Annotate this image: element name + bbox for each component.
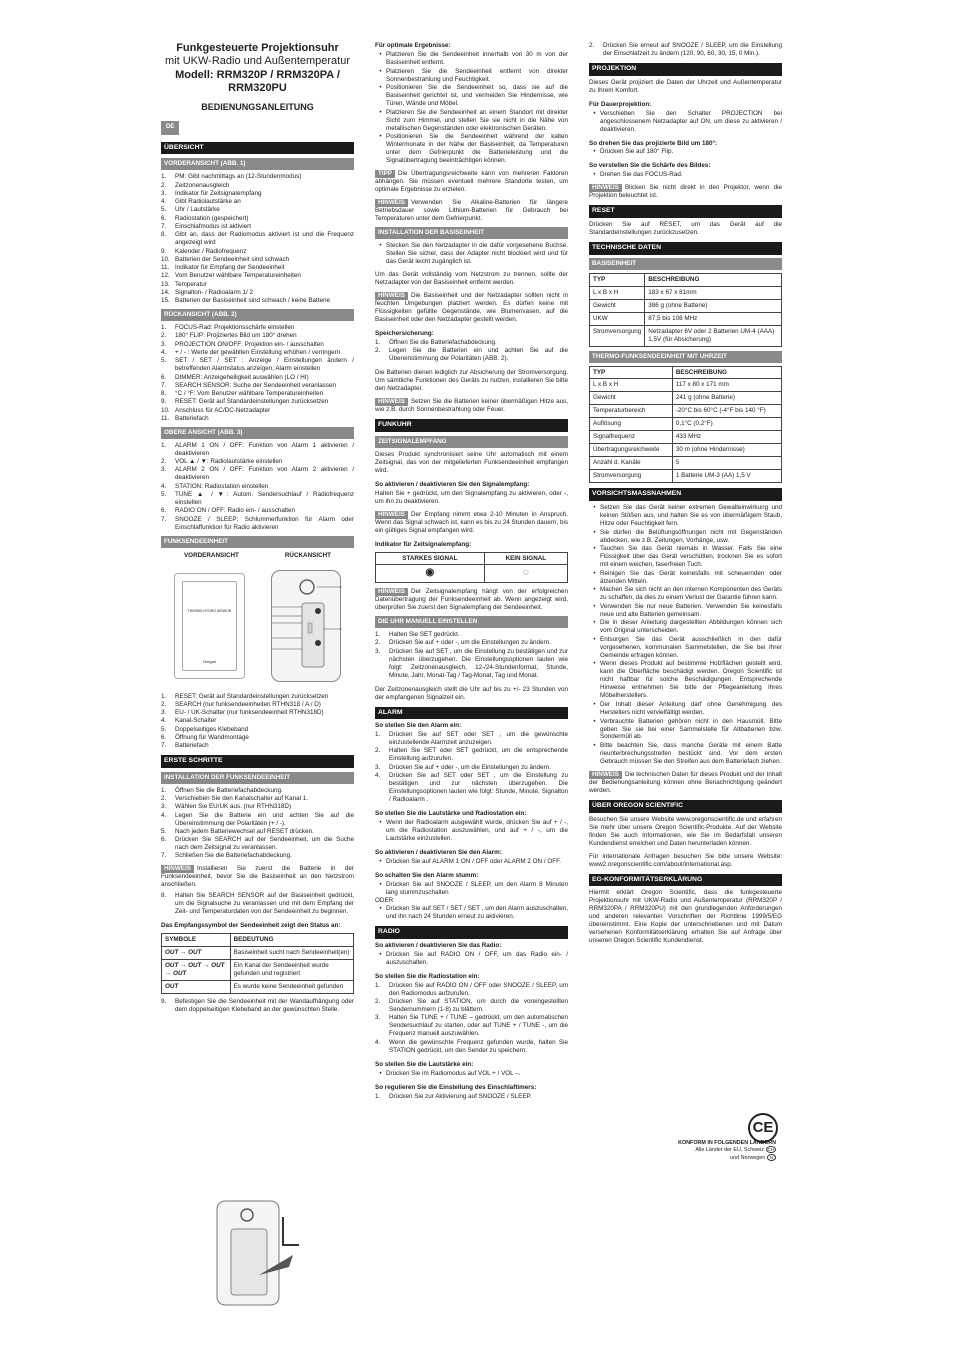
ce-mark-icon: CE <box>748 1113 778 1143</box>
note-box <box>375 199 568 223</box>
note-text: Blicken Sie nicht direkt in den Projektor, wenn die Projektion beleuchtet ist. <box>589 184 782 200</box>
memory-list <box>375 339 568 363</box>
subsection-heading: ZEITSIGNALEMPFANG <box>375 436 568 448</box>
memory-heading: Speichersicherung: <box>375 329 434 337</box>
radio-list <box>375 951 568 967</box>
paragraph: Um das Gerät vollständig vom Netzstrom zu trennen, sollte der Netzadapter von der Basiseinheit entfernt werden. <box>375 270 568 286</box>
note-box <box>589 771 782 795</box>
section-heading: ÜBER OREGON SCIENTIFIC <box>589 800 782 813</box>
list-item: • Setzen Sie das Gerät keiner extremen Gewalteinwirkung und keinen Stößen aus, und halten Sie es von übermäßigem Staub, Hitze oder Feuchtigkeit fern. <box>589 504 782 528</box>
list-item: 5. TUNE ▲ / ▼: Autom. Sendersuchlauf / Radiofrequenz einstellen <box>161 491 354 506</box>
ch-badge-icon: CH <box>767 1147 774 1153</box>
tip-text: Die Übertragungsreichweite kann von mehreren Faktoren abhängen. Sie müssen eventuell mehrere Standorte testen, um optimale Ergebnisse zu erzielen. <box>375 170 568 194</box>
list-item: • Platzieren Sie die Sendeeinheit an einem Standort mit direkter Sicht zum Himmel, und stellen Sie sie nicht in die Nähe von metallischen Gegenständen oder elektronischen Geräten. <box>375 109 568 133</box>
list-item: 11. Indikator für Empfang der Sendeeinheit <box>161 264 285 272</box>
list-item: • Verschieben Sie den Schalter PROJECTION bei angeschlossenem Netzadapter auf ON, um diese zu aktivieren / deaktivieren. <box>600 109 782 133</box>
list-item: 6. RADIO ON / OFF: Radio ein- / ausschalten <box>161 507 296 515</box>
table-cell: Temperaturbereich <box>590 405 673 418</box>
list-item: 7. Batteriefach <box>161 742 209 750</box>
table-cell: 117 x 80 x 171 mm <box>672 379 781 392</box>
list-item: 5. SET / SET / SET : Anzeige / Einstellungen ändern / betreffenden Alarmstatus anzeigen; Alarm einstellen <box>161 357 354 373</box>
list-item: • Tauchen Sie das Gerät niemals in Wasser. Falls Sie eine Flüssigkeit über das Gerät verschütten, trocknen Sie es sofort mit einem weichen, faserfreien Tuch. <box>589 545 782 569</box>
table-row <box>590 431 782 444</box>
note-text: Installieren Sie zuerst die Batterie in der Funksendeeinheit, bevor Sie die Basiseinheit an den Netzstrom anschließen. <box>161 865 354 889</box>
list-item: • Drücken Sie auf 180° Flip. <box>600 148 674 156</box>
list-item: 2. Legen Sie die Batterien ein und achten Sie auf die Übereinstimmung der Polaritäten (ABB. 2). <box>375 347 568 363</box>
table-cell: 5 <box>672 457 781 470</box>
list-item: 1. Öffnen Sie die Batteriefachabdeckung. <box>375 338 497 346</box>
list-item: 9. Kalender / Radiofrequenz <box>161 247 247 255</box>
table-cell: Stromversorgung <box>590 325 645 346</box>
radio-volume-list <box>375 1070 568 1078</box>
table-row <box>590 299 782 312</box>
paragraph: Der Zeitzonenausgleich stellt die Uhr auf bis zu +/- 23 Stunden von der empfangenen Signalzeit ein. <box>375 685 568 701</box>
list-item: 3. Drücken Sie auf SET , um die Einstellung zu bestätigen und zur nächsten überzugehen. Die Einstellungsoptionen lauten wie folgt: Zeitzonenausgleich, 12-/24-Stundenformat, Stunde, Minute, Jahr, Monat-Tag / Tag-Monat, Tag und Monat. <box>375 647 568 679</box>
conformity-line: Alle Länder der EU, Schweiz <box>695 1147 764 1154</box>
list-item: 5. Uhr / Lautstärke <box>161 206 220 214</box>
sender-figures <box>161 564 354 689</box>
list-item: • Drehen Sie das FOCUS-Rad. <box>600 171 683 179</box>
section-heading: PROJEKTION <box>589 63 782 76</box>
list-item: 4. + / - : Werte der gewählten Einstellung erhöhen / verringern <box>161 349 341 356</box>
table-row <box>590 457 782 470</box>
status-heading: Das Empfangssymbol der Sendeeinheit zeigt den Status an: <box>161 922 341 930</box>
rotate-heading: So drehen Sie das projizierte Bild um 180°: <box>589 139 718 147</box>
table-row <box>590 470 782 483</box>
rotate-list <box>589 148 782 156</box>
table-header: TYP <box>590 366 673 379</box>
back-view-list <box>161 324 354 423</box>
symbol-cell: OUT <box>162 981 231 994</box>
table-cell: 87,5 bis 108 MHz <box>645 312 782 325</box>
list-item: 3. ALARM 2 ON / OFF: Funktion von Alarm 2 aktivieren / deaktivieren <box>161 466 354 482</box>
table-header: TYP <box>590 273 645 286</box>
activate-heading: So aktivieren / deaktivieren Sie den Alarm: <box>375 848 502 856</box>
install-list <box>161 787 354 861</box>
list-item: 14. Signalton- / Radioalarm 1/ 2 <box>161 288 254 296</box>
wall-mount-illustration <box>213 1197 303 1309</box>
mute-list <box>375 881 568 897</box>
paragraph: Besuchen Sie unsere Website www.oregonscientific.de und erfahren Sie mehr über unsere Oregon Scientific-Produkte. Auf der Website finden Sie auch Informationen, wie Sie im Bedarfsfall unseren Kundendienst erreichen und Daten herunterladen können. <box>589 815 782 847</box>
table-cell: 241 g (ohne Batterie) <box>672 392 781 405</box>
list-item: 1. Öffnen Sie die Batteriefachabdeckung. <box>161 786 283 794</box>
list-item: • Drücken Sie auf ALARM 1 ON / OFF oder ALARM 2 ON / OFF. <box>386 857 561 865</box>
list-item: • Drücken Sie auf SET / SET / SET , um den Alarm auszuschalten, und ihn nach 24 Stunden erneut zu aktivieren. <box>386 905 568 921</box>
list-item: • Verwenden Sie nur neue Batterien. Verwenden Sie keinesfalls neue und alte Batterien gemeinsam. <box>589 603 782 619</box>
note-text: Setzen Sie die Batterien keiner übermäßigen Hitze aus, wie z.B. durch Sonnenbestrahlung oder Feuer. <box>375 398 568 414</box>
mute-heading: So schalten Sie den Alarm stumm: <box>375 871 479 879</box>
subsection-heading: VORDERANSICHT (ABB. 1) <box>161 158 354 170</box>
conformity-heading: KONFORM IN FOLGENDEN LÄNDERN <box>678 1140 776 1146</box>
list-item: 2. Halten Sie SET oder SET gedrückt, um die entsprechende Einstellung aufzurufen. <box>375 747 568 763</box>
list-item: 2. Drücken Sie auf + oder -, um die Einstellungen zu ändern. <box>375 639 551 647</box>
note-box <box>375 588 568 612</box>
alarm-list <box>375 731 568 804</box>
list-item: 4. STATION: Radiostation einstellen <box>161 482 269 490</box>
table-cell: 30 m (ohne Hindernisse) <box>672 444 781 457</box>
list-item: 11. Batteriefach <box>161 414 209 422</box>
note-badge: HINWEIS <box>375 292 408 300</box>
note-badge: HINWEIS <box>375 398 408 406</box>
subsection-heading: OBERE ANSICHT (ABB. 3) <box>161 427 354 439</box>
mute-list-2 <box>375 905 568 921</box>
doc-subtitle: BEDIENUNGSANLEITUNG <box>201 101 314 112</box>
section-heading: ERSTE SCHRITTE <box>161 755 354 768</box>
list-item: 1. Drücken Sie auf RADIO ON / OFF oder SNOOZE / SLEEP, um den Radiomodus aufzurufen. <box>375 981 568 997</box>
list-item: 2. 180° FLIP: Projiziertes Bild um 180° drehen <box>161 332 297 340</box>
radio-heading: So aktivieren / deaktivieren Sie das Radio: <box>375 941 502 949</box>
symbol-cell: OUT → OUT <box>162 947 231 960</box>
table-cell: L x B x H <box>590 379 673 392</box>
list-item: • Der Inhalt dieser Anleitung darf ohne Genehmigung des Herstellers nicht vervielfältigt werden. <box>589 701 782 717</box>
list-item: 12. Vom Benutzer wählbare Temperatureinheiten <box>161 272 301 280</box>
list-item: 6. Radiostation (gespeichert) <box>161 214 249 222</box>
table-row <box>590 325 782 346</box>
list-item: • Machen Sie sich nicht an den internen Komponenten des Geräts zu schaffen, da dies zu einem Verlust der Garantie führen kann. <box>589 586 782 602</box>
step-8: Halten Sie SEARCH SENSOR auf der Basiseinheit gedrückt, um die Signalsuche zu veranlassen und mit dem Empfang der Zeit- und Temperaturdaten von der Sendeeinheit zu beginnen. <box>175 892 354 916</box>
activate-list <box>375 858 568 866</box>
table-cell: L x B x H <box>590 286 645 299</box>
table-header: BESCHREIBUNG <box>645 273 782 286</box>
section-heading: ALARM <box>375 707 568 720</box>
front-view-list <box>161 173 354 305</box>
list-item: 2. Drücken Sie auf STATION, um durch die voreingestellten Sendernummern (1-8) zu blättern. <box>375 998 568 1014</box>
note-badge: HINWEIS <box>589 771 622 779</box>
list-item: 8. Gibt an, dass der Radiomodus aktiviert ist und die Frequenz angezeigt wird <box>161 231 354 247</box>
sender-figure-labels <box>161 552 354 560</box>
sender-list <box>161 693 354 751</box>
list-item: 7. SEARCH SENSOR: Suche der Sendeeinheit veranlassen <box>161 381 337 389</box>
device-label: THERMO-HYGRO SENSOR <box>187 609 232 613</box>
strong-signal-icon: ◉ <box>425 567 435 579</box>
symbol-table <box>161 933 354 994</box>
section-heading: VORSICHTSMASSNAHMEN <box>589 488 782 501</box>
table-cell: 0,1°C (0,2°F) <box>672 418 781 431</box>
table-header: BEDEUTUNG <box>230 934 353 947</box>
tip-box <box>375 170 568 194</box>
list-item: 4. Wenn die gewünschte Frequenz gefunden wurde, halten Sie STATION gedrückt, um den Sender zu speichern. <box>375 1038 568 1054</box>
table-row <box>590 286 782 299</box>
table-row <box>590 405 782 418</box>
sender-back-illustration <box>271 570 341 682</box>
signal-table <box>375 552 568 584</box>
section-heading: RADIO <box>375 926 568 939</box>
list-item: 15. Batterien der Basiseinheit sind schwach / keine Batterie <box>161 297 331 305</box>
list-item: 4. Kanal-Schalter <box>161 717 217 725</box>
paragraph: Drücken Sie auf RESET, um das Gerät auf die Standardeinstellungen zurückzusetzen. <box>589 221 782 237</box>
focus-list <box>589 171 782 179</box>
station-heading: So stellen Sie die Radiostation ein: <box>375 972 480 980</box>
title-line-3: Modell: RRM320P / RRM320PA / <box>175 68 340 81</box>
list-item: Drücken Sie erneut auf SNOOZE / SLEEP, um die Einstellung der Einschlafzeit zu ändern (120, 90, 60, 30, 15, 0 Min.). <box>603 42 782 57</box>
list-item: 8. °C / °F: Vom Benutzer wählbare Temperatureinheiten <box>161 390 324 398</box>
note-box <box>375 511 568 535</box>
projection-heading: Für Dauerprojektion: <box>589 100 652 108</box>
list-item: • Platzieren Sie die Sendeeinheit entfernt von direkter Sonnenbestrahlung und Feuchtigkeit. <box>375 68 568 84</box>
radio-volume-heading: So stellen Sie die Lautstärke ein: <box>375 1060 474 1068</box>
title-line-2: mit UKW-Radio und Außentemperatur <box>164 55 351 68</box>
conformity-block <box>620 1140 776 1162</box>
note-text: Der Zeitsignalempfang hängt von der erfolgreichen Datenübertragung der Funksendeeinheit ab. Wenn angezeigt wird, überprüfen Sie zuerst den Signalempfang der Sendeeinheit. <box>375 588 568 612</box>
list-item: • Positionieren Sie die Sendeeinheit so, dass sie auf die Basiseinheit gerichtet ist, und vermeiden Sie Hindernisse, wie Türen, Wände und Möbel. <box>375 84 568 108</box>
list-item: 1. FOCUS-Rad: Projektionsschärfe einstellen <box>161 324 295 332</box>
list-item: 2. Verschieben Sie den Kanalschalter auf Kanal 1. <box>161 795 309 803</box>
list-item: • Drücken Sie auf SNOOZE / SLEEP, um den Alarm 8 Minuten lang stummzuschalten <box>386 880 568 896</box>
paragraph: Halten Sie + gedrückt, um den Signalempfang zu aktivieren, oder -, um ihn zu deaktivieren. <box>375 489 568 505</box>
tip-badge: TIPP <box>375 170 395 178</box>
list-item: • Positionieren Sie die Sendeeinheit während der kalten Wintermonate in der Nähe der Basiseinheit, da Temperaturen unter dem Gefrierpunkt die Batterieleistung und die Signalübertragung beeinträchtigen können. <box>375 133 568 165</box>
table-cell: Gewicht <box>590 299 645 312</box>
table-cell: 1 Batterie UM-3 (AA) 1,5 V <box>672 470 781 483</box>
optimal-list <box>375 51 568 165</box>
paragraph: Die Batterien dienen lediglich zur Absicherung der Stromversorgung. Um sämtliche Funktionen des Geräts zu nutzen, installieren Sie bitte den Netzadapter. <box>375 369 568 393</box>
list-item: 1. Drücken Sie auf SET oder SET , um die gewünschte einzustellende Alarmzeit anzuzeigen. <box>375 731 568 747</box>
list-item: 2. VOL ▲ / ▼: Radiolautstärke einstellen <box>161 458 283 466</box>
device-brand: Oregon <box>202 658 217 664</box>
step-8-list: 8. Halten Sie SEARCH SENSOR auf der Basiseinheit gedrückt, um die Signalsuche zu veranlassen und mit dem Empfang der Zeit- und Temperaturdaten von der Sendeeinheit zu beginnen. <box>161 892 354 916</box>
note-text: Die technischen Daten für dieses Produkt und der Inhalt der Bedienungsanleitung können ohne Benachrichtigung geändert werden. <box>589 771 782 794</box>
list-item: 10. Batterien der Sendeeinheit sind schwach <box>161 255 290 263</box>
figure-label-front: VORDERANSICHT <box>183 551 239 559</box>
list-item: 5. Nach jedem Batteriewechsel auf RESET drücken. <box>161 827 314 835</box>
list-item: 3. Halten Sie TUNE + / TUNE – gedrückt, um den automatischen Sendersuchlauf zu starten, oder auf TUNE + / TUNE -, um die Frequenz manuell auszuwählen. <box>375 1014 568 1038</box>
list-item: 13. Temperatur <box>161 280 207 288</box>
list-item: • Wenn der Radioalarm ausgewählt wurde, drücken Sie auf + / -, um die Radiostation auszuwählen, und auf + / -, um die Lautstärke einzustellen. <box>386 818 568 842</box>
list-item: 3. Drücken Sie auf + oder -, um die Einstellungen zu ändern. <box>375 763 551 771</box>
table-cell: Stromversorgung <box>590 470 673 483</box>
list-item: 6. Öffnung für Wandmontage <box>161 733 249 741</box>
table-row <box>590 392 782 405</box>
step-9-list: 9. Befestigen Sie die Sendeeinheit mit der Wandaufhängung oder dem doppelseitigen Klebeband an der gewünschten Stelle. <box>161 998 354 1014</box>
table-cell: UKW <box>590 312 645 325</box>
list-item: 10. Anschluss für AC/DC-Netzadapter <box>161 406 271 414</box>
list-item: 2. SEARCH (nur funksendeeinheiten RTHN318 / A / D) <box>161 700 321 708</box>
section-heading: ÜBERSICHT <box>161 142 354 155</box>
step-9: Befestigen Sie die Sendeeinheit mit der Wandaufhängung oder dem doppelseitigen Klebeband an der gewünschten Stelle. <box>175 998 354 1014</box>
table-header: KEIN SIGNAL <box>484 552 567 565</box>
table-cell: Gewicht <box>590 392 673 405</box>
thermo-unit-table <box>589 366 782 484</box>
table-cell: Anzahl d. Kanäle <box>590 457 673 470</box>
column-2 <box>375 42 568 1101</box>
table-cell: 433 MHz <box>672 431 781 444</box>
note-badge: HINWEIS <box>375 199 408 207</box>
subsection-heading: INSTALLATION DER FUNKSENDEEINHEIT <box>161 772 354 784</box>
list-item: • Drücken Sie im Radiomodus auf VOL + / VOL –. <box>386 1069 521 1077</box>
volume-heading: So stellen Sie die Lautstärke und Radiostation ein: <box>375 809 527 817</box>
signal-heading: So aktivieren / deaktivieren Sie den Signalempfang: <box>375 480 530 488</box>
table-cell: Auflösung <box>590 418 673 431</box>
list-item: 6. DIMMER: Anzeigehelligkeit auswählen (LO / HI) <box>161 373 309 381</box>
sender-front-illustration <box>174 573 245 679</box>
list-item: 3. Wählen Sie EU/UK aus. (nur RTHN318D) <box>161 803 292 811</box>
list-item: 7. SNOOZE / SLEEP: Schlummerfunktion für Alarm oder Einschlaffunktion für Radio aktivieren <box>161 515 354 531</box>
table-cell: 183 x 67 x 81mm <box>645 286 782 299</box>
list-item: 1. PM: Gibt nachmittags an (12-Stundenmodus) <box>161 173 302 181</box>
list-item: 1. RESET: Gerät auf Standardeinstellungen zurücksetzen <box>161 692 329 700</box>
note-box <box>589 184 782 200</box>
list-item: 3. PROJECTION ON/OFF: Projektion ein- / ausschalten <box>161 340 324 348</box>
list-item: • Reinigen Sie das Gerät keinesfalls mit scheuernden oder ätzenden Mitteln. <box>589 570 782 586</box>
note-box <box>375 292 568 324</box>
list-item: 4. Drücken Sie auf SET oder SET , um die Einstellung zu bestätigen und zur nächsten überzugehen. Die Einstellungsoptionen lauten wie folgt: Stunde, Minute, Signalton / Radioalarm . <box>375 772 568 803</box>
list-item: 7. Einschlafmodus ist aktiviert <box>161 222 251 230</box>
base-unit-table <box>589 273 782 347</box>
list-item: 1. ALARM 1 ON / OFF: Funktion von Alarm 1 aktivieren / deaktivieren <box>161 441 354 457</box>
symbol-cell: OUT → OUT → OUT → OUT <box>162 960 231 981</box>
note-box <box>375 398 568 414</box>
note-text: Die Basiseinheit und der Netzadapter sollten nicht in feuchten Umgebungen platziert werden. Es dürfen keine mit Flüssigkeiten gefüllte Gegenstände, wie Blumenvasen, auf die Basiseinheit oder den Netzadapter gestellt werden. <box>375 291 568 323</box>
top-view-list <box>161 442 354 532</box>
or-text: ODER <box>375 897 394 905</box>
note-badge: HINWEIS <box>589 184 622 192</box>
list-item: 3. Indikator für Zeitsignalempfang <box>161 189 262 197</box>
list-item: • Platzieren Sie die Sendeeinheit innerhalb von 30 m von der Basiseinheit entfernt. <box>375 51 568 67</box>
table-header: BESCHREIBUNG <box>672 366 781 379</box>
list-item: Drücken Sie zur Aktivierung auf SNOOZE / SLEEP. <box>389 1092 532 1100</box>
optimal-heading: Für optimale Ergebnisse: <box>375 42 451 49</box>
list-item: 2. Zeitzonenausgleich <box>161 181 230 189</box>
table-header: SYMBOLE <box>162 934 231 947</box>
list-item: • Sie dürfen die Belüftungsöffnungen nicht mit Gegenständen abdecken, wie z.B. Zeitungen, Vorhänge, usw. <box>589 529 782 545</box>
note-badge: HINWEIS <box>161 865 194 873</box>
sleep-list: 1. Drücken Sie zur Aktivierung auf SNOOZE / SLEEP. <box>375 1093 568 1101</box>
table-row <box>590 444 782 457</box>
list-item: 1. Halten Sie SET gedrückt. <box>375 631 460 639</box>
table-cell: -20°C bis 60°C (-4°F bis 140 °F) <box>672 405 781 418</box>
volume-list <box>375 819 568 843</box>
paragraph: Hiermit erklärt Oregon Scientific, dass die funkgesteuerte Projektionsuhr mit UKW-Radio und Außentemperatur (RRM320P / RRM320PA / RRM320PU) mit den grundlegenden Anforderungen und anderen relevanten Vorschriften der Richtlinie 1999/5/EG übereinstimmt. Eine Kopie der unterschriebenen und mit Datum versehenen Konformitätserklärung erhalten Sie auf Anfrage über unseren Oregon Scientific Kundendienst. <box>589 889 782 945</box>
precautions-list <box>589 504 782 766</box>
language-tab: DE <box>161 121 179 135</box>
list-item: 4. Gibt Radiolautstärke an <box>161 198 241 206</box>
subsection-heading: BASISEINHEIT <box>589 258 782 270</box>
sleep-list-2: 2. Drücken Sie erneut auf SNOOZE / SLEEP, um die Einstellung der Einschlafzeit zu ändern (120, 90, 60, 30, 15, 0 Min.). <box>589 42 782 57</box>
title-line-4: RRM320PU <box>228 82 287 95</box>
alarm-heading: So stellen Sie den Alarm ein: <box>375 722 462 730</box>
table-row <box>590 312 782 325</box>
list-item: • Wenn dieses Produkt auf bestimmte Holzflächen gestellt wird, kann die Oberfläche beschädigt werden. Oregon Scientific ist nicht haftbar für solche Beschädigungen. Entsprechende Hinweise entnehmen Sie bitte der Pflegeanleitung Ihres Möbelherstellers. <box>589 660 782 700</box>
note-text: Verwenden Sie Alkaline-Batterien für längere Betriebsdauer sowie Lithium-Batterien für Gebrauch bei Temperaturen unter dem Gefrierpunkt. <box>375 199 568 223</box>
section-heading: TECHNISCHE DATEN <box>589 242 782 255</box>
list-item: • Stecken Sie den Netzadapter in die dafür vorgesehene Buchse. Stellen Sie sicher, dass der Adapter nicht blockiert wird und für das Gerät leicht zugänglich ist. <box>386 242 568 265</box>
subsection-heading: DIE UHR MANUELL EINSTELLEN <box>375 616 568 628</box>
table-row <box>590 418 782 431</box>
note-badge: HINWEIS <box>375 511 408 519</box>
list-item: • Die in dieser Anleitung dargestellten Abbildungen können sich vom Original unterscheiden. <box>589 619 782 635</box>
list-item: 4. Legen Sie die Batterie ein und achten Sie auf die Übereinstimmung der Polaritäten (+ / -). <box>161 811 354 827</box>
list-item: • Drücken Sie auf RADIO ON / OFF, um das Radio ein- / auszuschalten. <box>386 950 568 966</box>
section-heading: EG-KONFORMITÄTSERKLÄRUNG <box>589 874 782 887</box>
note-text: Der Empfang nimmt etwa 2-10 Minuten in Anspruch. Wenn das Signal schwach ist, kann es bis zu 24 Stunden dauern, bis ein gültiges Signal empfangen wird. <box>375 510 568 534</box>
doc-title <box>161 42 354 96</box>
focus-heading: So verstellen Sie die Schärfe des Bildes: <box>589 162 711 170</box>
title-line-1: Funkgesteuerte Projektionsuhr <box>176 42 339 54</box>
meaning-cell: Ein Kanal der Sendeeinheit wurde gefunden und registriert <box>230 960 353 981</box>
projection-list <box>589 110 782 134</box>
manual-list <box>375 631 568 680</box>
meaning-cell: Basiseinheit sucht nach Sendeeinheit(en) <box>230 947 353 960</box>
subsection-heading: FUNKSENDEEINHEIT <box>161 536 354 548</box>
subsection-heading: RÜCKANSICHT (ABB. 2) <box>161 309 354 321</box>
list-item: 7. Schließen Sie die Batteriefachabdeckung. <box>161 852 292 860</box>
column-3 <box>589 42 782 948</box>
section-heading: FUNKUHR <box>375 419 568 432</box>
list-item: • Bitte beachten Sie, dass manche Geräte mit einem Batte rieunterbrechungsstreifen bestückt sind. Vor dem ersten Gebrauch müssen Sie den Streifen aus dem Batteriefach ziehen. <box>589 742 782 766</box>
table-header: STARKES SIGNAL <box>376 552 485 565</box>
no-signal-icon: ◌ <box>522 567 529 579</box>
table-row <box>590 379 782 392</box>
table-cell: Netzadapter 6V oder 2 Batterien UM-4 (AAA) 1,5V (für Absicherung) <box>645 325 782 346</box>
paragraph: Für internationale Anfragen besuchen Sie bitte unsere Website: www2.oregonscientific.com/about/international.asp. <box>589 852 782 868</box>
list-item: • Entsorgen Sie das Gerät ausschließlich in den dafür vorgesehenen, kommunalen Sammelstellen, die Sie bei Ihrer Gemeinde erfragen können. <box>589 636 782 660</box>
note-badge: HINWEIS <box>375 588 408 596</box>
n-badge-icon: N <box>767 1154 776 1161</box>
subsection-heading: INSTALLATION DER BASISEINHEIT <box>375 227 568 239</box>
note-box <box>161 865 354 889</box>
list-item: 3. EU- / UK-Schalter (nur funksendeeinheit RTHN318D) <box>161 709 324 717</box>
table-cell: 386 g (ohne Batterie) <box>645 299 782 312</box>
sleep-heading: So regulieren Sie die Einstellung des Einschlaftimers: <box>375 1083 537 1091</box>
subsection-heading: THERMO-FUNKSENDEEINHEIT MIT UHRZEIT <box>589 351 782 363</box>
paragraph: Dieses Gerät projiziert die Daten der Uhrzeit und Außentemperatur zu Ihrem Komfort. <box>589 78 782 94</box>
table-cell: Signalfrequenz <box>590 431 673 444</box>
column-1 <box>161 42 354 1015</box>
list-item: • Verbrauchte Batterien gehören nicht in den Hausmüll. Bitte geben Sie sie bei einer Sammelstelle für Altbatterien bzw. Sondermüll ab. <box>589 718 782 742</box>
section-heading: RESET <box>589 205 782 218</box>
table-cell: Übertragungsreichweite <box>590 444 673 457</box>
list-item: 9. RESET: Gerät auf Standardeinstellungen zurücksetzen <box>161 398 329 406</box>
station-list <box>375 982 568 1055</box>
conformity-line: und Norwegen <box>730 1154 766 1161</box>
list-item: 6. Drücken Sie SEARCH auf der Sendeeinheit, um die Suche nach dem Zeitsignal zu veranlassen. <box>161 836 354 852</box>
figure-label-back: RÜCKANSICHT <box>284 551 332 559</box>
meaning-cell: Es wurde keine Sendeeinheit gefunden <box>230 981 353 994</box>
list-item: 5. Doppelseitiges Klebeband <box>161 725 249 733</box>
paragraph: Dieses Produkt synchronisiert seine Uhr automatisch mit einem Zeitsignal, das von der mitgelieferten Funksendeeinheit empfangen wird. <box>375 450 568 474</box>
indicator-heading: Indikator für Zeitsignalempfang: <box>375 540 472 548</box>
base-install-list <box>375 242 568 266</box>
